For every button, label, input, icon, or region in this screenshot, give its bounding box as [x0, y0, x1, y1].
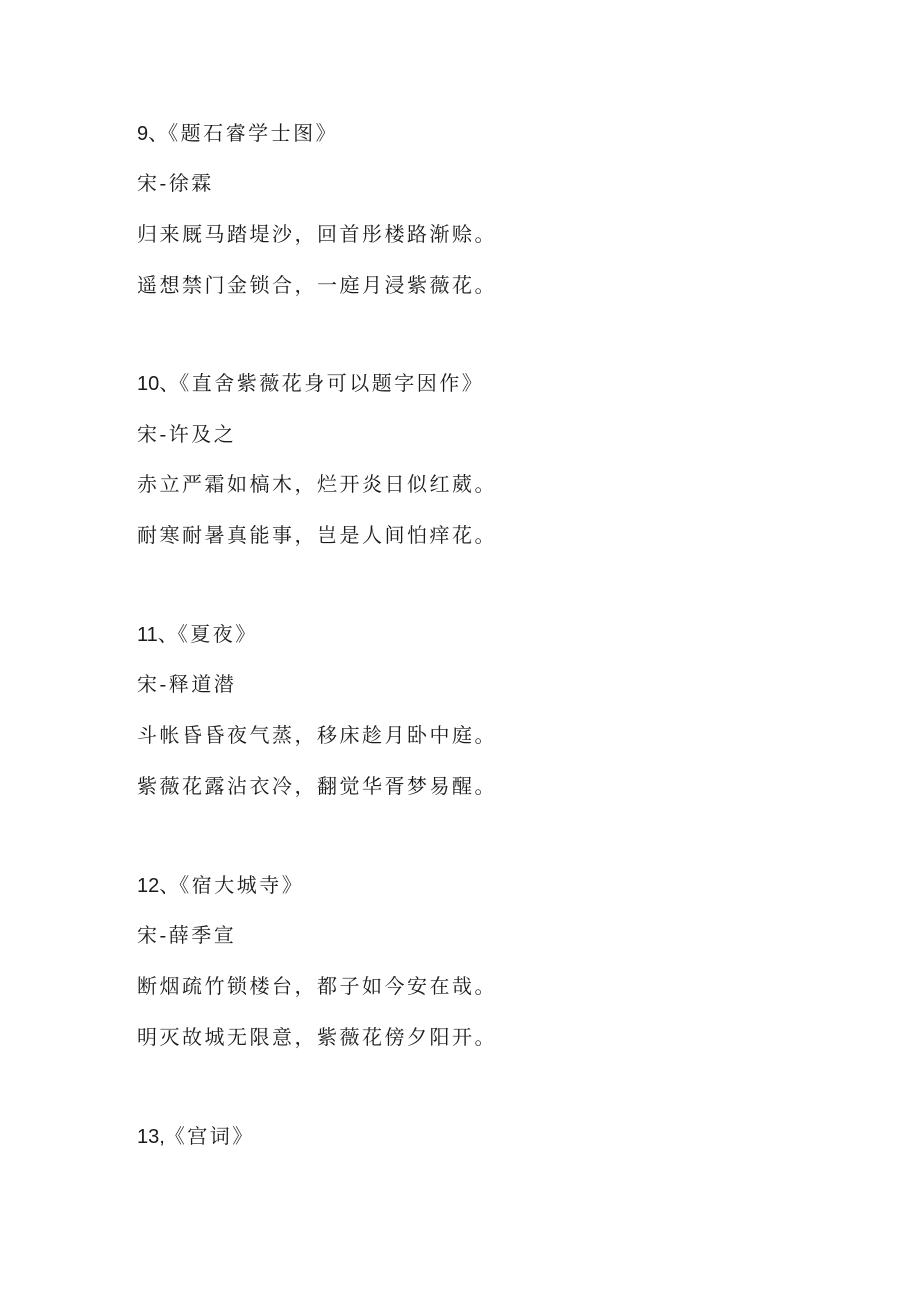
poem-line: 归来厩马踏堤沙，回首彤楼路渐赊。: [137, 222, 497, 246]
poem-line: 遥想禁门金锁合，一庭月浸紫薇花。: [137, 273, 497, 297]
poem-title: 《直舍紫薇花身可以题字因作》: [179, 371, 485, 395]
poem-number: 9、: [137, 123, 169, 145]
poem-title: 《题石睿学士图》: [168, 121, 339, 145]
poem-author: 宋-薛季宣: [137, 923, 237, 947]
poem-title: 《宿大城寺》: [179, 873, 305, 897]
poem-heading: [137, 120, 338, 147]
poem-line: 耐寒耐暑真能事，岂是人间怕痒花。: [137, 523, 497, 547]
poem-heading: [137, 370, 484, 397]
poem-author: 宋-释道潜: [137, 672, 237, 696]
poem-author: 宋-徐霖: [137, 171, 214, 195]
poem-title: 《夏夜》: [177, 622, 258, 646]
poem-title: 《宫词》: [164, 1124, 255, 1148]
poem-number: 12、: [137, 875, 180, 897]
poem-heading: [137, 872, 304, 899]
poem-number: 10、: [137, 373, 180, 395]
poem-line: 明灭故城无限意，紫薇花傍夕阳开。: [137, 1025, 497, 1049]
poem-heading: [137, 621, 258, 648]
poem-heading: [137, 1123, 255, 1150]
poem-number: 13,: [137, 1126, 165, 1148]
poem-author: 宋-许及之: [137, 422, 237, 446]
poem-line: 斗帐昏昏夜气蒸，移床趁月卧中庭。: [137, 723, 497, 747]
poem-number: 11、: [137, 624, 178, 646]
poem-line: 断烟疏竹锁楼台，都子如今安在哉。: [137, 974, 497, 998]
poem-line: 紫薇花露沾衣冷，翻觉华胥梦易醒。: [137, 774, 497, 798]
poem-line: 赤立严霜如槁木，烂开炎日似红葳。: [137, 472, 497, 496]
